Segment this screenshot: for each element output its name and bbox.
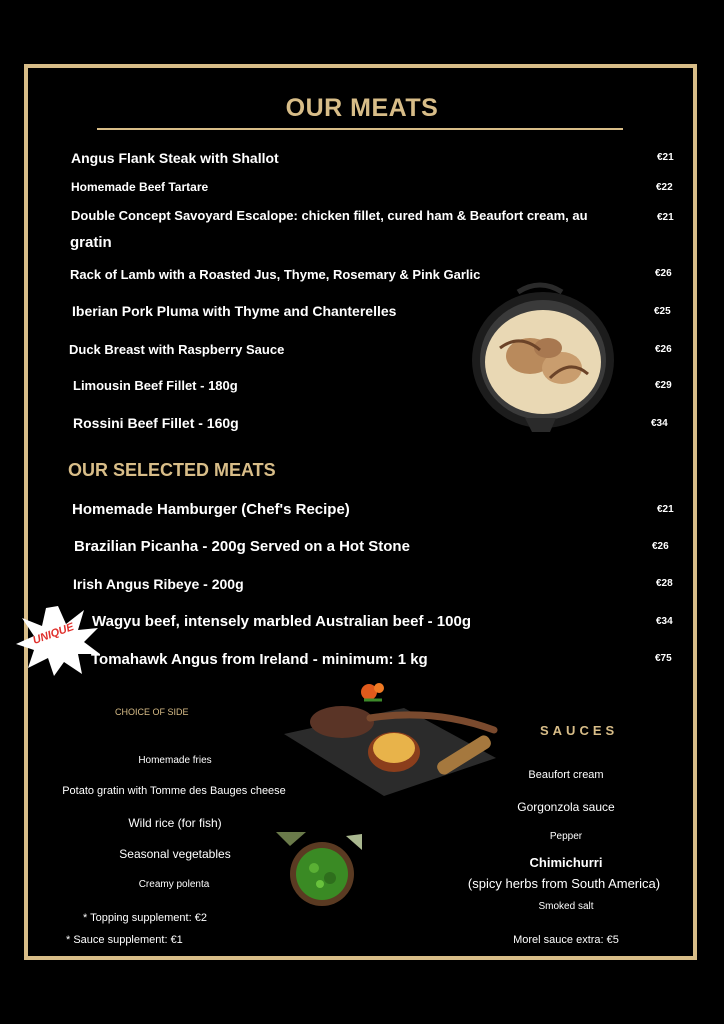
sauce-item: Beaufort cream (528, 769, 604, 781)
supplement-note: * Sauce supplement: €1 (66, 934, 183, 946)
menu-item-price: €75 (655, 653, 672, 664)
menu-item-price: €21 (657, 152, 674, 163)
page-title: OUR MEATS (285, 94, 439, 122)
menu-item-name: Angus Flank Steak with Shallot (71, 150, 279, 166)
sauce-item: Smoked salt (538, 901, 594, 912)
menu-item-price: €21 (657, 504, 674, 515)
menu-item-price: €25 (654, 306, 671, 317)
unique-burst-badge (16, 604, 100, 676)
menu-item-name: Irish Angus Ribeye - 200g (73, 576, 244, 592)
sauce-item: Gorgonzola sauce (517, 800, 615, 814)
menu-item-price: €29 (655, 380, 672, 391)
menu-item-price: €28 (656, 578, 673, 589)
menu-item-name: Homemade Hamburger (Chef's Recipe) (72, 501, 350, 518)
menu-item-price: €26 (655, 344, 672, 355)
menu-item-name: Rack of Lamb with a Roasted Jus, Thyme, Rosemary & Pink Garlic (70, 267, 481, 282)
chimichurri-bowl-illustration (276, 832, 364, 912)
menu-item-price: €21 (657, 212, 674, 223)
side-item: Creamy polenta (138, 879, 210, 890)
sides-title: CHOICE OF SIDE (115, 707, 189, 717)
menu-item-name: Iberian Pork Pluma with Thyme and Chanterelles (72, 303, 397, 319)
menu-item-price: €22 (656, 182, 673, 193)
menu-item-price: €34 (651, 418, 668, 429)
menu-item-price: €34 (656, 616, 673, 627)
menu-item-name: Wagyu beef, intensely marbled Australian beef - 100g (92, 613, 471, 630)
menu-item-name: Rossini Beef Fillet - 160g (73, 415, 239, 431)
menu-item-price: €26 (655, 268, 672, 279)
sauce-item-description: (spicy herbs from South America) (467, 876, 661, 891)
menu-item-name: Double Concept Savoyard Escalope: chicken fillet, cured ham & Beaufort cream, au (71, 208, 588, 223)
sauce-item: Chimichurri (529, 855, 603, 870)
menu-item-name: Brazilian Picanha - 200g Served on a Hot Stone (74, 538, 410, 555)
menu-item-name: Homemade Beef Tartare (71, 180, 209, 194)
menu-item-name-continued: gratin (70, 234, 112, 251)
sauce-item: Pepper (549, 831, 583, 842)
section-title-selected: OUR SELECTED MEATS (68, 460, 276, 480)
menu-item-name: Tomahawk Angus from Ireland - minimum: 1 kg (91, 651, 428, 668)
title-divider (97, 128, 623, 130)
side-item: Wild rice (for fish) (128, 816, 222, 830)
gratin-pan-illustration (470, 278, 616, 434)
menu-item-price: €26 (652, 541, 669, 552)
menu-item-name: Limousin Beef Fillet - 180g (73, 378, 238, 393)
sauces-title: SAUCES (540, 723, 619, 738)
side-item: Potato gratin with Tomme des Bauges cheese (62, 785, 286, 797)
sauce-item: Morel sauce extra: €5 (513, 934, 619, 946)
unique-badge-label: UNIQUE (31, 621, 76, 647)
menu-item-name: Duck Breast with Raspberry Sauce (69, 342, 285, 357)
side-item: Homemade fries (138, 755, 212, 766)
side-item: Seasonal vegetables (119, 847, 231, 861)
supplement-note: * Topping supplement: €2 (83, 912, 207, 924)
